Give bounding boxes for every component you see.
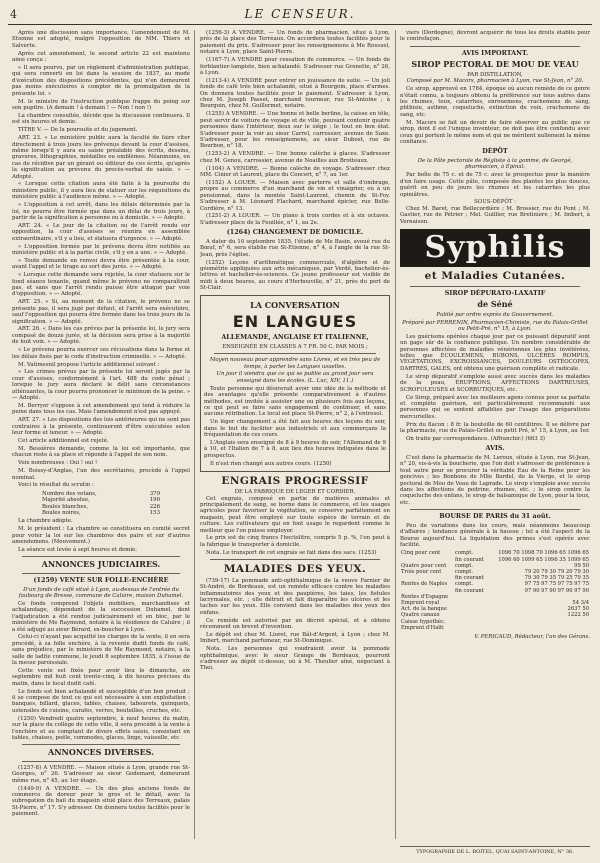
table-cell: fin courant (455, 587, 484, 594)
bourse-intro: Peu de variations dans les cours, mais néanmoins beaucoup d'affaires ; tendance générale à la hausse ; tel a été l'aspect de la Bourse aujourd'hui. La liquidation des primes s'est opérée avec facilité. (400, 522, 590, 548)
paragraph: « Lorsque cette citation aura été faite à la poursuite du ministère public, il y aura lieu de statuer sur les réquisitions du ministère public à l'audience même. » — Adopté. (12, 181, 190, 201)
ad-body: viers (Dordogne), devront acquérir de tous les droits établis pour le contrefaçon. (400, 30, 590, 43)
table-cell: compt. (455, 581, 474, 588)
table-cell: 79 20 79 30 79 20 79 30 (524, 569, 589, 576)
ad-subtitle: ALLEMANDE, ANGLAISE ET ITALIENNE, (221, 333, 369, 342)
paragraph: M. Vatimesnil propose l'article additionnel suivant : (18, 361, 160, 368)
divider (214, 353, 376, 354)
ad-subtitle: SOUS-DÉPÔT : (474, 199, 516, 206)
paragraph: Le dépôt est chez M. Lioret, rue Bât-d'Argent, à Lyon ; chez M. Imbert, marchand parfumeur, rue St-Dominique. (200, 631, 390, 645)
ad-body: A dater du 10 septembre 1835, l'étude de Me Basin, avoué rue du Bœuf, n° 6, sera établie rue St-Etienne, n° 4, à l'angle de la rue St-Jean, près l'église. (200, 238, 390, 258)
table-cell: compt. (455, 562, 474, 569)
masthead (8, 6, 592, 25)
ad-body (400, 334, 590, 443)
paragraph: (1250) Vendredi quatre septembre, à neuf heures du matin, sur la place du collège de cette ville, il sera procédé à la vente à l'enchère et au comptant de divers effets saisis, consistant en tables, chaises, poêle, commodes, glaces, linge, vaisselle, etc. (12, 715, 190, 741)
ad-quote: Un jour il viendra que ce qui se publie au grand jour sera enseigné dans les écoles. (L. Luc, XIV, 11.) (216, 371, 374, 384)
ad-list (200, 30, 390, 226)
paragraph: ART. 27. « Les dispositions des lois antérieures qui ne sont pas contraires à la présente, continueront d'être exécutées selon leur forme et teneur. » — Adopté. (12, 417, 190, 437)
paragraph: La séance est levée à sept heures et demie. (18, 547, 138, 554)
table-cell: 1096 60 1099 65 1096 35 1099 65 (498, 556, 589, 563)
ad-body (400, 86, 590, 145)
ad-title: AVIS. (485, 444, 505, 453)
ad-motto: Moyen nouveau pour apprendre sans Livres, et en très peu de temps, à parler les Langues usuelles. (209, 357, 381, 370)
paragraph: La chambre adopte. (18, 518, 73, 525)
ad-body: C'est dans la pharmacie de M. Leroux, située à Lyon, rue St-Jean, n° 20, vis-à-vis la boucherie, que l'on doit s'adresser de préférence à tout autre pour se procurer la véritable Eau de la Reine pour les gencives ; les Bonbons de Mlle Bardel, de la Vierge, et le sirop pectoral de Mou de Veau de Laprade. Le sirop s'emploie avec succès dans les affections de poitrine, rhumes, etc. ; le sirop contre la coqueluche des enfans, le sirop de balsamique de Lyon, pour la toux, etc. (400, 454, 590, 506)
paragraph: Ce sirop, approuvé en 1784, époque où aucun remède de ce genre n'était connu, a toujours obtenu la préférence sur tous autres dans les rhumes, toux, catarrhes, enrouemens, crachemens de sang, phthisie, asthme, coqueluche, extinction de voix, crachemens de sang, etc. (400, 86, 590, 118)
paragraph: Ce remède est autorisé par un décret spécial, et a obtenu récemment un brevet d'invention. (200, 617, 390, 631)
paragraph: « Toute demande en renvoi devra être présentée à la cour, avant l'appel et le tirage au sort des jurés. » — Adopté. (12, 257, 190, 271)
divider (22, 744, 180, 745)
paragraph: Un léger changement a été fait aux heures des leçons du soir, dans le but de faciliter aux industriels et aux commerçans la fréquentation de ces cours. (204, 419, 386, 439)
paragraph: M. le ministre de l'instruction publique frappe du poing sur son pupitre. (A demain ! à demain ! — Non ! non !) (12, 98, 190, 111)
section-heading: AVIS IMPORTANT. (461, 48, 529, 57)
paragraph: (1251-2) A LOUER. — Un piano à trois cordes et à six octaves. S'adresser place de la Feuillée, n° 1, au 2e. (200, 213, 390, 226)
vote-value: 190 (149, 497, 160, 504)
paragraph: On traite par correspondance. (Affranchir.) (663 3) (406, 435, 545, 442)
paragraph: L'Anglais sera enseigné de 8 à 9 heures du soir, l'Allemand de 9 à 10, et l'Italien de 7 à 8, aux lieu des heures indiquées dans le prospectus. (204, 440, 386, 459)
ad-title: SIROP DÉPURATO-LAXATIF (444, 288, 546, 297)
newspaper-title: LE CENSEUR. (244, 7, 356, 21)
page-number: 4 (10, 8, 17, 21)
paragraph: (1167-7) A VENDRE pour cessation de commerce. — Un fonds de ferblantier-lampiste, bien achalandé. S'adresser rue Grenette, n° 26, à Lyon. (200, 57, 390, 76)
paragraph: Le sirop dépuratif s'emploie aussi avec succès dans les maladies de la peau, ÉRUPTIONS, AFFECTIONS DARTREUSES, SCROFULEUSES et SCORBUTIQUES, etc. (400, 373, 590, 393)
column-divider (194, 30, 195, 839)
table-cell: Caisse hypothéc. (401, 618, 446, 625)
paragraph: Les guérisons opérées chaque jour par ce puissant dépuratif sont un gage sûr de la confiance publique. Un nombre considérable de personnes affectées de maladies vénériennes les plus invétérées, telles que ÉCOULEMENS, BUBONS, ULCÈRES ROMPUS, VÉGÉTATIONS, EXCROISSANCES, DOULEURS OSTÉOCOPES, DARTRES, GALES, ont obtenu une guérison complète et radicale. (400, 333, 590, 372)
table-cell: 1222 50 (567, 612, 589, 619)
paragraph: (1256-3) A VENDRE. — Un fonds de pharmacien, situé à Lyon, près de la place des Terreaux. On accordera toutes facilités pour le paiement du prix. S'adresser pour les renseignemens à Me Roussel, notaire à Lyon, place Saint-Pierre. (200, 30, 390, 56)
paragraph: La chambre consultée, décide que la discussion continuera. Il est six heures et demie. (12, 112, 190, 126)
paragraph: Voici le résultat du scrutin : (18, 482, 94, 489)
paragraph: (1253-2) A VENDRE. — Une bonne calèche à glaces. S'adresser chez M. Genou, carrossier, avenue de Noailles aux Brotteaux. (200, 151, 390, 164)
printer-footer: TYPOGRAPHIE DE L. BOITEL, QUAI SAINT-ANTOINE, N° 36. (400, 846, 590, 855)
divider (410, 509, 580, 510)
table-cell: Cinq pour cent (401, 550, 441, 557)
paragraph: Prix du flacon : 8 fr. la bouteille de 60 centilitres. Il se délivre par la pharmacie, rue du Palais-Grillet ou petit Pré, n° 15, à Lyon, au 1er. (400, 421, 590, 435)
table-cell: fin courant (455, 575, 484, 582)
ad-title: DÉPÔT (482, 147, 508, 156)
divider (22, 556, 180, 557)
chamber-closing-text (12, 518, 190, 553)
chamber-debate-text (12, 30, 190, 489)
ad-subtitle: De la Pâte pectorale de Régliste à la gomme, de Georgé, pharmacien, à Épinal. (417, 157, 573, 171)
ad-author: Préparé par PERRENIN, Pharmacien-Chimiste, rue du Palais-Grillet ou Petit-Pré, n° 15, à Lyon. (402, 319, 588, 332)
divider (410, 46, 580, 47)
bourse-table (400, 550, 590, 631)
ad-title: MALADIES DES YEUX. (223, 563, 367, 576)
paragraph: (1213-4) A VENDRE pour entrer en jouissance de suite. — Un joli fonds de café très bien achalandé, situé à Bourgoin, place d'armes. On donnera toutes facilités pour le paiement. S'adresser à Lyon, chez M. Joseph Passet, marchand tourneur, rue St-Antoine ; à Bourgoin, chez M. Guillermet, notaire. (200, 77, 390, 110)
ad-title: (1259) VENTE SUR FOLLE-ENCHÈRE (33, 575, 169, 584)
vote-value: 226 (149, 503, 160, 510)
paragraph: ART. 25. « Si, au moment de la citation, le prévenu ne se présente pas, il sera jugé par défaut, et l'arrêt sera exécutoire, sauf l'opposition qui pourra être formée dans les trois jours de la signification. » — Adopté. (12, 299, 190, 325)
paragraph: (1152) A LOUER. — Maison avec parterre et salle d'ombrage, propre au commerce d'un marchand de vin et vinaigrier, ou à un pensionnat, dans la montée Saint-Laurent, chemin de St-Foy. S'adresser à M. Léonard Flachard, marchand épicier, rue Belle-Cordière, n° 13. (200, 179, 390, 212)
table-cell: compt. (455, 550, 474, 557)
syphilis-banner: Syphilis (400, 229, 590, 267)
paragraph: (1104) A VENDRE. — Bonne calèche de voyage. S'adresser chez MM. Cinier et Laurent, place du Concert, n° 7, au 1er. (200, 165, 390, 179)
vote-label: Majorité absolue, (42, 497, 90, 504)
paragraph: Nota. Les personnes qui voudraient avoir la pommade ophthalmique, avec le sieur Grange de Bordeaux, pourront s'adresser au dépôt ci-dessus, où à M. Theulier aîné, négociant à Thei. (200, 646, 390, 672)
column-1 (12, 30, 190, 839)
table-row (400, 625, 590, 631)
paragraph: ART. 24. « Le jour de la citation ou de l'arrêt rendu sur opposition, la cour d'assises se réunira en assemblée extraordinaire, s'il y a lieu, et statuera d'urgence. » — Adopté. (12, 222, 190, 242)
ad-body (200, 496, 390, 557)
table-cell: 97 90 97 90 97 90 97 90 (524, 587, 589, 594)
ad-subtitle: D'un fonds de café situé à Lyon, au-dessus de l'entrée du faubourg de Bresse, commune de Caluire, maison Duhamel. (18, 586, 184, 599)
ad-title: SIROP PECTORAL DE MOU DE VEAU (411, 59, 579, 70)
column-2 (200, 30, 390, 839)
column-divider (395, 30, 396, 839)
ad-body (200, 578, 390, 672)
vote-label: Nombre des votans, (42, 490, 97, 497)
ad-body (204, 386, 386, 467)
paragraph: (1255) A VENDRE. — Une bonne et belle berline, la caisse en tôle, peut servir de voiture de voyage et de ville, pouvant contenir quatre personnes dans l'intérieur, deux sur le siège ; le tout en bon état. S'adresser pour la voir au sieur Carrel, carrossier, avenue de Saxe. S'adresser, pour les renseignemens, au sieur Dubost, rue de Bourbon, n° 18. (200, 111, 390, 150)
ad-subtitle: Publié par ordre exprès du Gouvernement. (436, 311, 554, 318)
vote-row (42, 510, 160, 516)
table-cell: Rentes de Naples (401, 581, 448, 588)
vote-label: Boules noires, (42, 510, 81, 517)
paragraph: « Lorsque cette demande sera rejetée, la cour statuera sur le fond séance tenante, quand même le prévenu ne comparaîtrait pas, et sans que l'arrêt rendu puisse être attaqué par voie d'opposition. » — Adopté. (12, 272, 190, 298)
paragraph: M. Berryer s'oppose à cet amendement qui tend à réduire la peine dans tous les cas. Mais l'amendement n'est pas appuyé. (12, 402, 190, 416)
ad-body: Par boîte de 75 c. et de 75 c. avec le prospectus pour la manière d'en faire usage. Cette pâte, composée des plantes les plus douces, guérit en peu de jours les rhumes et les catarrhes les plus opiniâtres. (400, 172, 590, 198)
signature: V. PERICAUD, Rédacteur, l'un des Gérans. (474, 634, 590, 641)
ad-title: et Maladies Cutanées. (424, 270, 566, 283)
paragraph: « Le prévenu pourra exercer ses récusations dans la forme et les délais fixés par le code d'instruction criminelle. » — Adopté. (12, 347, 190, 360)
paragraph: Cet engrais, composé en partie de matières animales et principalement de sang, se borne dans le commerce, et les usages agricoles pour favoriser la végétation, se conserve parfaitement en magasin, peut être employé sur toute espèce de terrain et de culture. Les cultivateurs qui en font usage le regardent comme le meilleur que l'on puisse employer. (200, 495, 390, 534)
ad-list (12, 765, 190, 818)
table-cell: Emprunt d'Haïti (401, 624, 444, 631)
ad-title: LA CONVERSATION (250, 299, 340, 310)
divider (210, 559, 380, 560)
table-cell (454, 625, 488, 631)
paragraph: Il n'est rien changé aux autres cours. (1250) (210, 460, 332, 467)
table-cell (488, 625, 590, 631)
ad-author: Composé par M. Macors, pharmacien à Lyon, rue St-Jean, n° 20. (406, 78, 584, 85)
table-cell: 97 75 97 75 97 75 97 75 (524, 581, 589, 588)
paragraph: « L'opposition formée par le prévenu devra être notifiée au ministère public et à la partie civile, s'il y en a une. » — Adopté. (12, 243, 190, 256)
paragraph: Après une discussion sans importance, l'amendement de M. Etienne est adopté, malgré l'opposition de MM. Thiers et Salverte. (12, 30, 190, 49)
table-cell: Act. de la banque (401, 606, 447, 613)
paragraph: Ce fonds comprend l'objets mobiliers, marchandises et achalandage, dépendant de la succession Duhamel, dont l'adjudication a été rendue judiciairement et en bloc, par le ministère de Me Raymond, notaire à la résidence de Caluire ; il a été adjugé au sieur Bérard, ex-boucher à Lyon. (12, 600, 190, 633)
paragraph: Voix nombreuses : Oui ! oui ! (18, 460, 98, 467)
section-heading: ANNONCES DIVERSES. (48, 747, 154, 758)
vote-value: 153 (149, 510, 160, 517)
ad-body: Chez M. Baret, rue Bellecordière ; M. Brossier, rue du Pont ; M. Gastier, rue de Pétrier ; Mel. Guillier, rue Bretiniere ; M. Imbert, à Vernaison. (400, 205, 590, 225)
table-cell: 54 3/4 (572, 600, 589, 607)
ad-subtitle: DE LA FABRIQUE DE LEGER ET CORDIER. (234, 489, 356, 496)
paragraph: Toute personne qui désirerait avoir une idée de la méthode et des avantages qu'elle présente comparativement à d'autres méthodes, est invitée à assister une ou plusieurs fois aux leçons, ce qui peut se faire sans engagement de continuer, et sans aucune rétribution. Le local est place St-Pierre, n° 2, à l'entresol. (204, 385, 386, 418)
paragraph: Après cet amendement, le second article 22 est maintenu ainsi conçu : (12, 50, 190, 64)
vote-results (42, 491, 160, 517)
ad-body (12, 601, 190, 742)
paragraph: ART. 26. « Dans les cas prévus par la présente loi, le jury sera composé de douze jurés, et la décision sera prise à la majorité de huit voix. » — Adopté. (12, 326, 190, 346)
column-3 (400, 30, 590, 839)
ad-title: de Séné (477, 299, 513, 310)
paragraph: (1257-8) A VENDRE. — Maison située à Lyon, grande rue St-Georges, n° 26. S'adresser au sieur Godemard, demeurant même rue, n° 45, au 1er étage. (12, 764, 190, 784)
section-heading: BOURSE DE PARIS du 31 août. (439, 512, 551, 521)
language-course-ad (200, 295, 390, 472)
table-cell: 1096 70 1098 70 1096 65 1096 65 (498, 550, 589, 557)
paragraph: M. Bessières demande, comme la loi est importante, que chacun reste à sa place et réponde à l'appel de son nom. (12, 445, 190, 459)
paragraph: ART. 23. « Le ministère public aura la faculté de faire citer directement à trois jours les prévenus devant la cour d'assises, même lorsqu'il y aura eu saisie préalable des écrits, dessins, gravures, lithographies, médailles ou emblèmes. Néanmoins, en cas de récidive par un gérant ou éditeur de ces écrits, qu'après la signification au prévenu du procès-verbal de saisie. » — Adopté. (12, 135, 190, 180)
paragraph: M. Macors se fait un devoir de faire observer au public que ce sirop, dont il est l'unique inventeur, ne doit pas être confondu avec ceux qui portent le même nom et qui ne méritent nullement la même confiance. (400, 119, 590, 145)
paragraph: « Il sera pourvu, par un règlement d'administration publique, qui sera converti en loi dans la session de 1837, au mode d'exécution des dispositions précédentes, qui n'en demeurent pas moins exécutoires à compter de la promulgation de la présente loi. » (12, 65, 190, 97)
vote-label: Boules blanches, (42, 503, 89, 510)
paragraph: Celui-ci n'ayant pas acquitté les charges de la vente, il en sera procédé, à sa folle enchère, à la revente dudit fonds de café, sans préjudice, par le ministère de Me Raymond, notaire, à la salle de ladite commune, le jeudi 8 septembre 1835, à l'issue de la messe paroissiale. (12, 634, 190, 667)
divider (22, 573, 180, 574)
ad-subtitle: PAR DISTILLATION, (467, 71, 523, 78)
ad-title: (1264) CHANGEMENT DE DOMICILE. (226, 228, 364, 237)
ad-body: (1252) Leçons d'arithmétique commerciale, d'algèbre et de géométrie appliquées aux arts mécaniques, par Verdé, bachelier-ès-lettres et bachelier-ès-sciences. Ce jeune professeur est visible de midi à deux heures, au cours d'Herbouville, n° 21, près du port de St-Clair. (200, 259, 390, 292)
paragraph: Le prix est de cinq francs l'hectolitre, compris 5 p. %, l'on peut à la fabrique le transporter à domicile. (200, 535, 390, 548)
ad-subtitle: ENSEIGNÉE EN CLASSES A 7 FR. 50 C. PAR MOIS ; (222, 343, 368, 350)
paragraph: (1449-9) A VENDRE. — Un des plus anciens fonds de commerce de doreur pour le gros et le détail, avec la subrogation du bail du magasin situé place des Terreaux, palais St-Pierre, n° 17. S'y adresser. On donnera toutes facilités pour le paiement. (12, 785, 190, 818)
paragraph: « Les crimes prévus par la présente loi seront jugés par la cour d'assises, conformément à l'art. 488 du code pénal ; lorsque le jury aura déclaré le délit sans circonstances atténuantes, la cour pourra prononcer le minimum de la peine. » — Adopté. (12, 369, 190, 402)
table-cell: Emprunt royal (401, 600, 440, 607)
table-cell: Quatre pour cent (401, 562, 447, 569)
table-cell: Trois pour cent (401, 569, 442, 576)
paragraph: (739-17) La pommade anti-ophthalmique de la veuve Farnier de St-André, de Bordeaux, est un remède efficace contre les maladies inflammatoires des yeux et des paupières, les taies, les fistules lacrymales, etc. ; elle détruit et fait disparaître les ulcères et les taches sur les yeux. Elle convient dans les maladies des yeux des enfans. (200, 577, 390, 616)
ad-title-large: EN LANGUES (232, 312, 358, 332)
paragraph: M. le président : La chambre se constituera en comité secret pour voter la loi sur les chambres des pairs et sur d'autres amendemens. (Mouvement.) (12, 526, 190, 546)
table-cell: 2637 50 (567, 606, 589, 613)
paragraph: Nota. Le transport de cet engrais se fait dans des sacs. (1253) (206, 549, 377, 556)
vote-value: 379 (149, 490, 160, 497)
paragraph: Cet article additionnel est rejeté. (18, 437, 109, 444)
table-cell: Rentes d'Espagne (401, 593, 449, 600)
divider (22, 761, 180, 762)
table-cell: fin courant (455, 556, 484, 563)
paragraph: Le fonds est bien achalandé et susceptible d'un bon produit ; il se compose de tout ce qui est nécessaire à son exploitation : banques, billard, glaces, tables, chaises, tabourets, quinquets, ustensiles de cuisine, carafes, verres, bouteilles, cruches, etc. (12, 688, 190, 714)
section-heading: ANNONCES JUDICIAIRES. (41, 559, 161, 570)
paragraph: « L'opposition à cet arrêt, dans les délais déterminés par la loi, ne pourra être formée que dans un délai de trois jours, à partir de la signification à personne ou à domicile. » — Adopté. (12, 202, 190, 221)
table-cell: compt. (455, 569, 474, 576)
table-cell: 99 50 (574, 562, 589, 569)
paragraph: TITRE V. — De la poursuite et du jugement. (18, 127, 138, 134)
table-cell: Quatre canaux (401, 612, 440, 619)
paragraph: M. Boissy-d'Anglas, l'un des secrétaires, procède à l'appel nominal. (12, 468, 190, 481)
divider (410, 286, 580, 287)
ad-title: ENGRAIS PROGRESSIF (221, 474, 369, 487)
paragraph: Cette vente est fixée pour avoir lieu le dimanche, six septembre mil huit cent trente-cinq, à dix heures précises du matin, dans le local dudit café. (12, 667, 190, 687)
paragraph: Ce Sirop, préparé avec les meilleurs agens connus pour sa parfaite et complète guérison, est particulièrement recommandé aux personnes qui se sentent affaiblies par l'usage des préparations mercurielles. (400, 394, 590, 420)
table-cell: 79 30 79 35 79 25 79 35 (524, 575, 589, 582)
